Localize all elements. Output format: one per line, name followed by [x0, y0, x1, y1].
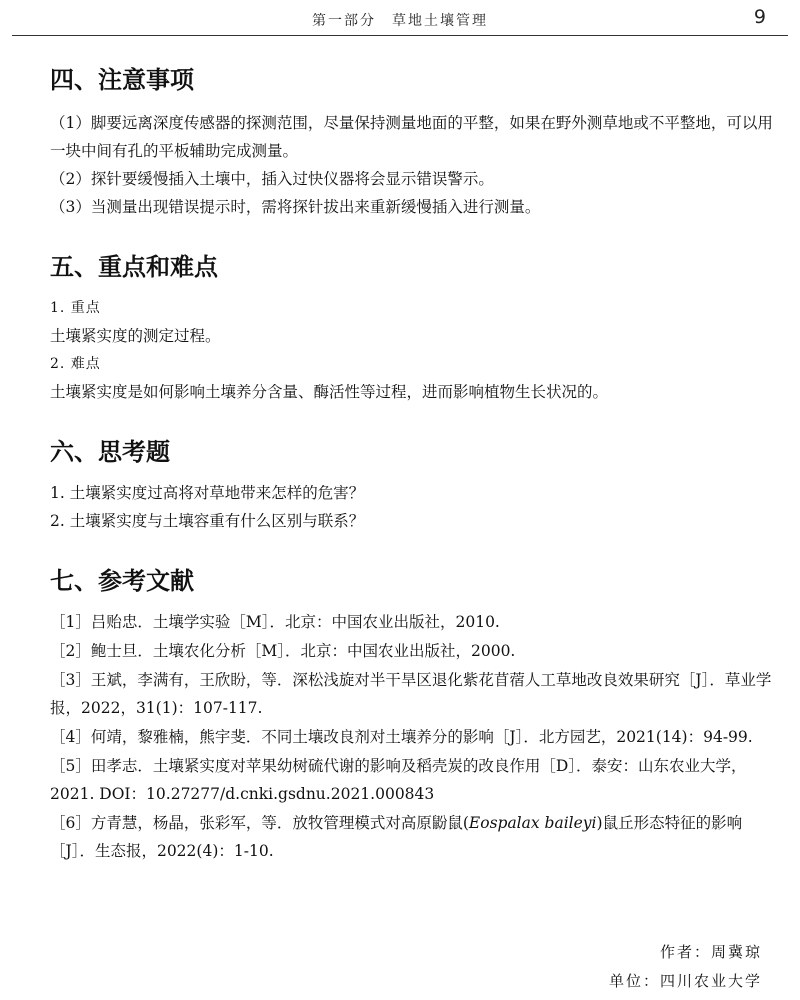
difficulty-label: 2. 难点: [50, 356, 101, 372]
reference-5: ［5］田孝志．土壤紧实度对苹果幼树硫代谢的影响及稻壳炭的改良作用［D］．泰安：山东农业大学，2021. DOI：10.27277/d.cnki.gsdnu.2021.000843: [50, 757, 747, 803]
section-heading-references: 七、参考文献: [50, 567, 194, 595]
page-number: 9: [753, 6, 766, 28]
section-questions: [50, 432, 785, 535]
reference-1: ［1］吕贻忠．土壤学实验［M］．北京：中国农业出版社，2010.: [50, 613, 500, 631]
section-key-points: [50, 247, 785, 406]
running-header: [12, 4, 788, 34]
reference-2: ［2］鲍士旦．土壤农化分析［M］．北京：中国农业出版社，2000.: [50, 642, 516, 660]
section-heading-notes: 四、注意事项: [50, 66, 194, 94]
reference-6: [50, 809, 785, 865]
note-item-3: （3）当测量出现错误提示时，需将探针拔出来重新缓慢插入进行测量。: [50, 198, 541, 216]
reference-6-part2: )鼠丘形态特征的影响［J］．生态报，2022(4)：1-10.: [50, 814, 743, 860]
reference-6-part1: ［6］方青慧，杨晶，张彩军，等．放牧管理模式对高原鼢鼠(: [50, 814, 469, 832]
section-notes: [50, 60, 785, 221]
reference-4: ［4］何靖，黎雅楠，熊宇斐．不同土壤改良剂对土壤养分的影响［J］．北方园艺，2021(14)：94-99.: [50, 728, 753, 746]
page-body: [50, 60, 785, 866]
question-2: 2. 土壤紧实度与土壤容重有什么区别与联系？: [50, 512, 365, 530]
affiliation-line: 单位：四川农业大学: [608, 972, 762, 990]
difficulty-text: 土壤紧实度是如何影响土壤养分含量、酶活性等过程，进而影响植物生长状况的。: [50, 383, 609, 401]
section-references: [50, 561, 785, 865]
key-point-label: 1. 重点: [50, 300, 101, 316]
section-heading-key-points: 五、重点和难点: [50, 253, 218, 281]
reference-6-species: Eospalax baileyi: [468, 814, 597, 832]
key-point-text: 土壤紧实度的测定过程。: [50, 327, 221, 345]
author-line: 作者：周冀琼: [659, 943, 762, 961]
reference-3: ［3］王斌，李满有，王欣盼，等．深松浅旋对半干旱区退化紫花苜蓿人工草地改良效果研究［J］．草业学报，2022，31(1)：107-117.: [50, 671, 772, 717]
section-heading-questions: 六、思考题: [50, 438, 170, 466]
note-item-2: （2）探针要缓慢插入土壤中，插入过快仪器将会显示错误警示。: [50, 170, 494, 188]
header-rule: [12, 35, 788, 36]
question-1: 1. 土壤紧实度过高将对草地带来怎样的危害？: [50, 484, 365, 502]
header-title: 第一部分 草地土壤管理: [312, 13, 488, 29]
note-item-1: （1）脚要远离深度传感器的探测范围，尽量保持测量地面的平整，如果在野外测草地或不平整地，可以用一块中间有孔的平板辅助完成测量。: [50, 114, 773, 160]
